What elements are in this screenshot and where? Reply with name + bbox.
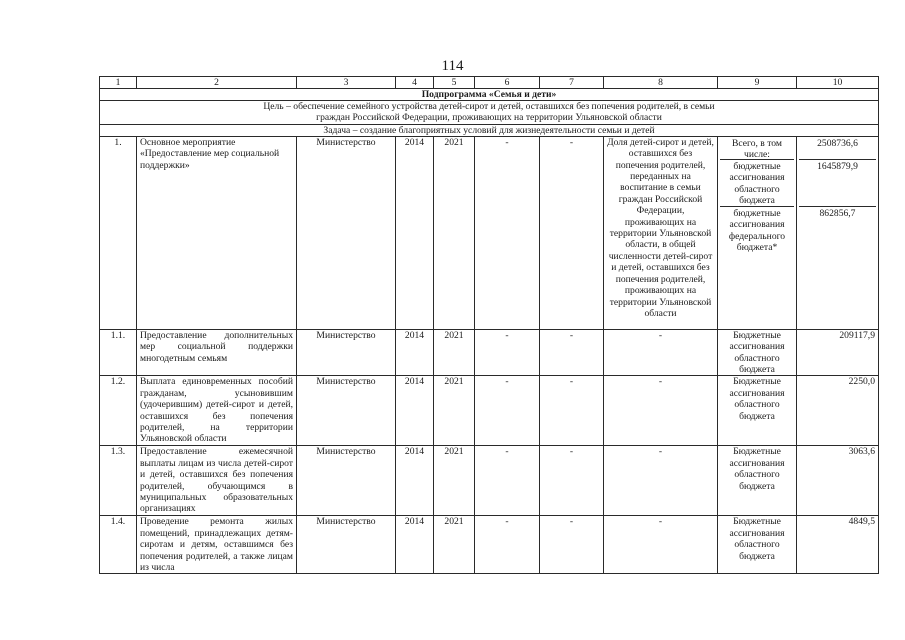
column-6-value: - <box>475 329 540 376</box>
row-number: 1.3. <box>100 446 137 516</box>
amount: 1645879,9 <box>799 160 876 207</box>
column-number-row <box>100 77 879 89</box>
column-number: 2 <box>137 77 297 89</box>
page-number: 114 <box>441 58 464 74</box>
indicator: - <box>604 376 718 446</box>
start-year: 2014 <box>396 136 434 329</box>
amount: 2250,0 <box>797 376 879 446</box>
end-year: 2021 <box>434 136 475 329</box>
table-row <box>100 136 879 329</box>
column-number: 4 <box>396 77 434 89</box>
column-7-value: - <box>540 136 604 329</box>
start-year: 2014 <box>396 329 434 376</box>
funding-source: Бюджетные ассигнования областного бюджета <box>718 376 797 446</box>
row-number: 1.2. <box>100 376 137 446</box>
goal-text: Цель – обеспечение семейного устройства детей-сирот и детей, оставшихся без попечения родителей, в семьи граждан Российской Федерации, проживающих на территории Ульяновской области <box>100 101 879 125</box>
executor: Министерство <box>297 446 396 516</box>
column-6-value: - <box>475 376 540 446</box>
executor: Министерство <box>297 516 396 574</box>
column-6-value: - <box>475 136 540 329</box>
funding-source-cell <box>718 136 797 329</box>
funding-source: бюджетные ассигнования областного бюджета <box>720 160 794 207</box>
amount: 862856,7 <box>819 207 856 219</box>
row-number: 1.4. <box>100 516 137 574</box>
column-number: 9 <box>718 77 797 89</box>
measure-name: Предоставление ежемесячной выплаты лицам из числа детей-сирот и детей, оставшихся без попечения родителей, обучающимся в муниципальных образовательных организациях <box>137 446 297 516</box>
table-row <box>100 446 879 516</box>
column-number: 6 <box>475 77 540 89</box>
end-year: 2021 <box>434 446 475 516</box>
column-number: 1 <box>100 77 137 89</box>
column-number: 8 <box>604 77 718 89</box>
measure-name: Выплата единовременных пособий гражданам, усыновившим (удочерившим) детей-сирот и детей, оставшихся без попечения родителей, на территории Ульяновской области <box>137 376 297 446</box>
indicator: - <box>604 329 718 376</box>
funding-source: бюджетные ассигнования федерального бюджета* <box>728 207 786 254</box>
funding-source: Бюджетные ассигнования областного бюджета <box>718 446 797 516</box>
start-year: 2014 <box>396 446 434 516</box>
executor: Министерство <box>297 136 396 329</box>
indicator: - <box>604 516 718 574</box>
amount-cell <box>797 136 879 329</box>
subprogram-title: Подпрограмма «Семья и дети» <box>100 89 879 101</box>
table-row <box>100 329 879 376</box>
table-row <box>100 516 879 574</box>
funding-source: Бюджетные ассигнования областного бюджета <box>718 516 797 574</box>
column-6-value: - <box>475 516 540 574</box>
column-7-value: - <box>540 376 604 446</box>
measure-name: Предоставление дополнительных мер социальной поддержки многодетным семьям <box>137 329 297 376</box>
column-number: 5 <box>434 77 475 89</box>
start-year: 2014 <box>396 376 434 446</box>
row-number: 1.1. <box>100 329 137 376</box>
end-year: 2021 <box>434 376 475 446</box>
column-number: 10 <box>797 77 879 89</box>
amount: 4849,5 <box>797 516 879 574</box>
executor: Министерство <box>297 329 396 376</box>
funding-source: Всего, в том числе: <box>720 137 794 160</box>
end-year: 2021 <box>434 329 475 376</box>
amount: 2508736,6 <box>799 137 876 160</box>
measure-name: Проведение ремонта жилых помещений, принадлежащих детям-сиротам и детям, оставшимся без попечения родителей, а также лицам из числа <box>137 516 297 574</box>
amount: 3063,6 <box>797 446 879 516</box>
column-number: 7 <box>540 77 604 89</box>
start-year: 2014 <box>396 516 434 574</box>
column-7-value: - <box>540 329 604 376</box>
column-6-value: - <box>475 446 540 516</box>
column-7-value: - <box>540 446 604 516</box>
column-7-value: - <box>540 516 604 574</box>
table-row <box>100 376 879 446</box>
executor: Министерство <box>297 376 396 446</box>
measure-name: Основное мероприятие «Предоставление мер социальной поддержки» <box>137 136 297 329</box>
program-table <box>99 76 879 574</box>
funding-source: Бюджетные ассигнования областного бюджета <box>718 329 797 376</box>
column-number: 3 <box>297 77 396 89</box>
end-year: 2021 <box>434 516 475 574</box>
task-text: Задача – создание благоприятных условий для жизнедеятельности семьи и детей <box>100 124 879 136</box>
amount: 209117,9 <box>797 329 879 376</box>
indicator: - <box>604 446 718 516</box>
indicator: Доля детей-сирот и детей, оставшихся без попечения родителей, переданных на воспитание в семьи граждан Российской Федерации, проживающих на территории Ульяновской области, в общей численности детей-сирот и детей, оставшихся без попечения родителей, проживающих на территории Ульяновской области <box>604 136 718 329</box>
row-number: 1. <box>100 136 137 329</box>
